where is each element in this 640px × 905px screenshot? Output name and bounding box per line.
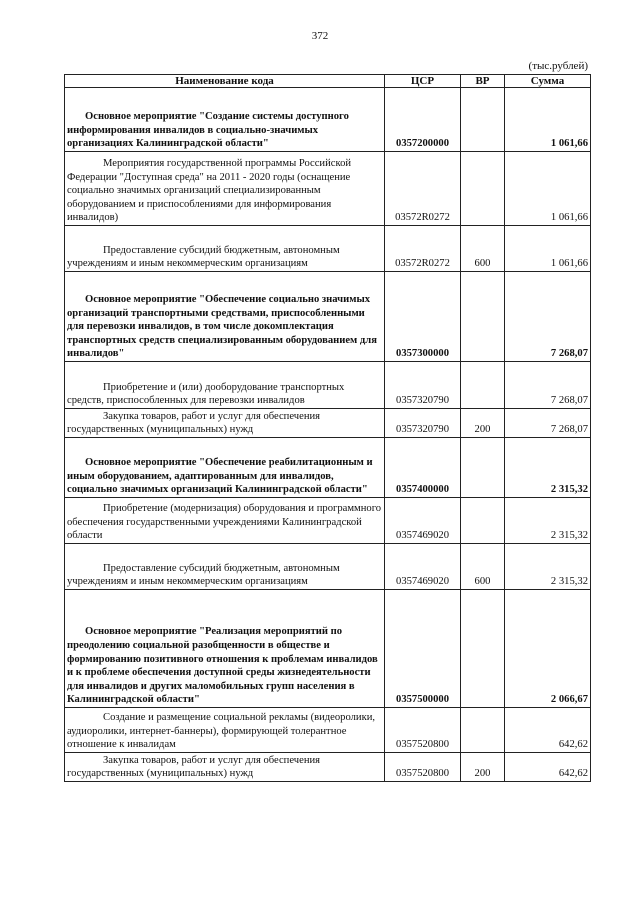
table-row	[65, 438, 591, 498]
row-sum: 642,62	[505, 708, 591, 753]
table-row	[65, 272, 591, 362]
table-header-row	[65, 75, 591, 88]
row-name: Закупка товаров, работ и услуг для обеспечения государственных (муниципальных) нужд	[65, 753, 385, 782]
table-row	[65, 544, 591, 590]
row-sum: 7 268,07	[505, 409, 591, 438]
row-vr	[461, 438, 505, 498]
row-name: Предоставление субсидий бюджетным, автономным учреждениям и иным некоммерческим организациям	[65, 226, 385, 272]
budget-table	[64, 74, 591, 782]
table-row	[65, 362, 591, 409]
row-vr: 200	[461, 409, 505, 438]
row-vr: 600	[461, 544, 505, 590]
table-row	[65, 88, 591, 152]
row-vr	[461, 708, 505, 753]
units-label: (тыс.рублей)	[528, 60, 588, 72]
page-number: 372	[311, 30, 329, 42]
row-name: Приобретение и (или) дооборудование транспортных средств, приспособленных для перевозки инвалидов	[65, 362, 385, 409]
row-sum: 2 315,32	[505, 544, 591, 590]
row-csr: 0357500000	[385, 590, 461, 708]
row-csr: 0357300000	[385, 272, 461, 362]
row-sum: 7 268,07	[505, 362, 591, 409]
row-csr: 0357469020	[385, 544, 461, 590]
header-csr: ЦСР	[385, 75, 461, 88]
row-csr: 03572R0272	[385, 152, 461, 226]
header-name: Наименование кода	[65, 75, 385, 88]
table-row	[65, 152, 591, 226]
table-row	[65, 409, 591, 438]
row-csr: 0357400000	[385, 438, 461, 498]
row-csr: 0357469020	[385, 498, 461, 544]
row-sum: 7 268,07	[505, 272, 591, 362]
row-csr: 0357320790	[385, 409, 461, 438]
table-row	[65, 708, 591, 753]
row-vr	[461, 362, 505, 409]
table-row	[65, 498, 591, 544]
row-vr	[461, 272, 505, 362]
row-sum: 2 315,32	[505, 498, 591, 544]
row-sum: 642,62	[505, 753, 591, 782]
row-name: Основное мероприятие "Обеспечение социально значимых организаций транспортными средствами, приспособленными для перевозки инвалидов, в том числе докомплектация транспортных средств специализированным оборудованием для инвалидов"	[65, 272, 385, 362]
row-sum: 1 061,66	[505, 152, 591, 226]
row-csr: 0357200000	[385, 88, 461, 152]
row-name: Создание и размещение социальной рекламы (видеоролики, аудиоролики, интернет-баннеры), формирующей толерантное отношение к инвалидам	[65, 708, 385, 753]
row-name: Основное мероприятие "Обеспечение реабилитационным и иным оборудованием, адаптированным для инвалидов, социально значимых организаций Калининградской области"	[65, 438, 385, 498]
row-name: Мероприятия государственной программы Российской Федерации "Доступная среда" на 2011 - 2020 годы (оснащение социально значимых организаций специализированным оборудованием и приспособлениями для информирования инвалидов)	[65, 152, 385, 226]
row-name: Основное мероприятие "Реализация мероприятий по преодолению социальной разобщенности в обществе и формированию позитивного отношения к проблемам инвалидов и к проблеме обеспечения доступной среды жизнедеятельности для инвалидов и других маломобильных групп населения в Калининградской области"	[65, 590, 385, 708]
header-vr: ВР	[461, 75, 505, 88]
row-vr: 600	[461, 226, 505, 272]
row-name: Закупка товаров, работ и услуг для обеспечения государственных (муниципальных) нужд	[65, 409, 385, 438]
row-csr: 0357520800	[385, 708, 461, 753]
row-vr	[461, 590, 505, 708]
row-sum: 1 061,66	[505, 226, 591, 272]
header-sum: Сумма	[505, 75, 591, 88]
row-csr: 0357520800	[385, 753, 461, 782]
table-row	[65, 753, 591, 782]
row-name: Основное мероприятие "Создание системы доступного информирования инвалидов в социально-значимых организациях Калининградской области"	[65, 88, 385, 152]
row-name: Приобретение (модернизация) оборудования и программного обеспечения государственными учреждениями Калининградской области	[65, 498, 385, 544]
row-sum: 1 061,66	[505, 88, 591, 152]
row-vr	[461, 88, 505, 152]
table-row	[65, 590, 591, 708]
row-vr: 200	[461, 753, 505, 782]
row-sum: 2 066,67	[505, 590, 591, 708]
row-csr: 0357320790	[385, 362, 461, 409]
table-row	[65, 226, 591, 272]
row-name: Предоставление субсидий бюджетным, автономным учреждениям и иным некоммерческим организациям	[65, 544, 385, 590]
row-vr	[461, 152, 505, 226]
row-sum: 2 315,32	[505, 438, 591, 498]
row-csr: 03572R0272	[385, 226, 461, 272]
row-vr	[461, 498, 505, 544]
